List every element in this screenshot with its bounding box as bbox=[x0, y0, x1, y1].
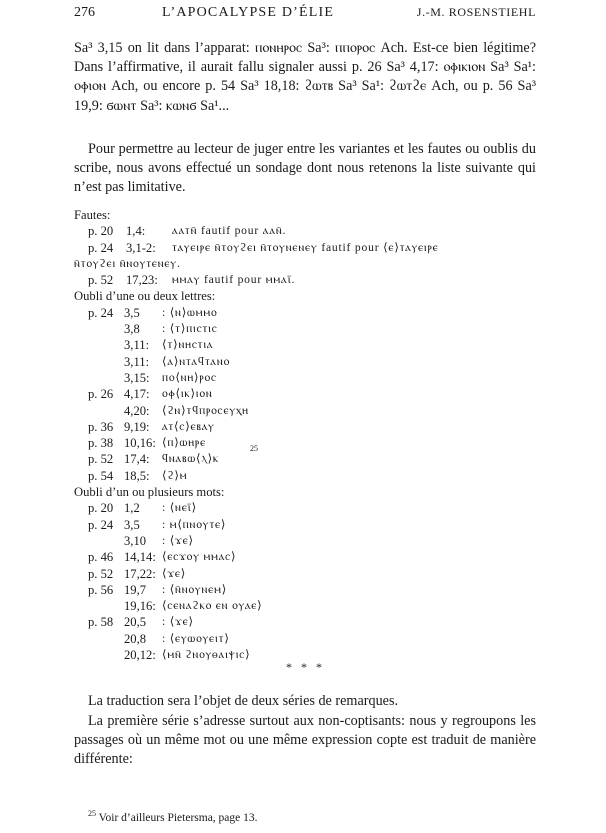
list-item bbox=[74, 631, 536, 647]
item-coptic-text: ⟨ⲥⲉⲛⲁϩⲕⲟ ⲉⲛ ⲟⲩⲁⲉ⟩ bbox=[162, 599, 263, 613]
item-reference: 20,12: bbox=[124, 648, 156, 663]
item-reference: 17,4: bbox=[124, 452, 150, 467]
item-coptic-text: ⟨ⲧ⟩ⲛⲏⲥⲧⲓⲁ bbox=[162, 338, 214, 352]
category-label: Oubli d’un ou plusieurs mots: bbox=[74, 485, 225, 500]
item-coptic-text: : ⟨ⲧ⟩ⲡⲓⲥⲧⲓⲥ bbox=[162, 322, 218, 336]
list-item-continuation bbox=[74, 256, 536, 272]
item-reference: 20,8 bbox=[124, 631, 147, 646]
item-reference: 1,4: bbox=[126, 224, 146, 239]
variant-list bbox=[74, 207, 536, 663]
item-coptic-text: ⟨ⲡ⟩ⲱⲏⲣⲉ bbox=[162, 436, 207, 450]
item-page: p. 52 bbox=[88, 566, 114, 581]
list-item bbox=[74, 533, 536, 549]
item-page: p. 52 bbox=[88, 273, 114, 288]
item-reference: 4,17: bbox=[124, 387, 150, 402]
item-page: p. 56 bbox=[88, 582, 114, 597]
list-item bbox=[74, 305, 536, 321]
item-page: p. 24 bbox=[88, 240, 114, 255]
category-label: Oubli d’une ou deux lettres: bbox=[74, 289, 216, 304]
running-header bbox=[74, 5, 536, 23]
item-coptic-text: ⲁⲧ⟨ⲥ⟩ⲉⲃⲁⲩ bbox=[162, 419, 215, 433]
item-page: p. 46 bbox=[88, 550, 114, 565]
section-separator: * * * bbox=[286, 660, 325, 674]
item-coptic-text: ⟨ϩ⟩ⲙ bbox=[162, 468, 188, 482]
list-item bbox=[74, 614, 536, 630]
item-page: p. 24 bbox=[88, 305, 114, 320]
item-coptic-text: ϥⲛⲁⲃⲱ⟨ⲗ⟩ⲕ bbox=[162, 452, 219, 466]
item-coptic-text: ⟨ⲙⲛ̄ ϩⲛⲟⲩⲑⲁⲓⲯⲓⲥ⟩ bbox=[162, 648, 251, 662]
item-page: p. 52 bbox=[88, 452, 114, 467]
item-reference: 3,1-2: bbox=[126, 240, 156, 255]
item-coptic-text: : ⟨ⲛⲉϊ⟩ bbox=[162, 501, 197, 515]
running-title: L’APOCALYPSE D’ÉLIE bbox=[162, 5, 335, 20]
item-reference: 17,23: bbox=[126, 273, 158, 288]
item-reference: 19,16: bbox=[124, 599, 156, 614]
footnote-number: 25 bbox=[88, 809, 96, 819]
item-reference: 3,10 bbox=[124, 533, 147, 548]
list-category-heading bbox=[74, 207, 536, 223]
item-reference: 14,14: bbox=[124, 550, 156, 565]
paragraph-apparatus: Sa³ 3,15 on lit dans l’apparat: ⲡⲟⲛⲏⲣⲟⲥ Sa³: ⲡⲡⲟⲣⲟⲥ Ach. Est-ce bien légitime? Dans l’affirmative, il aurait fallu signaler aussi p. 26 Sa³ 4,17: ⲟⲫⲓⲕⲓⲟⲛ Sa³ Sa¹: ⲟⲫⲓⲟⲛ Ach, ou encore p. 54 Sa³ 18,18: ϩⲱⲧⲃ Sa³ Sa¹: ϩⲱⲧϩⲉ Ach, ou p. 56 Sa³ 19,9: ϭⲱⲛⲧ Sa³: ⲕⲱⲛϭ Sa¹... bbox=[74, 40, 536, 114]
item-reference: 10,16: bbox=[124, 436, 156, 451]
footnote-text: Voir d’ailleurs Pietersma, page 13. bbox=[98, 812, 258, 824]
paragraph-sondage: Pour permettre au lecteur de juger entre les variantes et les fautes ou oublis du scribe, nous avons effectué un sondage dont nous retenons la liste suivante qui n’est pas limitative. bbox=[74, 141, 536, 196]
list-item bbox=[74, 272, 536, 288]
item-page: p. 20 bbox=[88, 501, 114, 516]
item-page: p. 58 bbox=[88, 615, 114, 630]
running-author: J.-M. ROSENSTIEHL bbox=[416, 5, 536, 19]
item-coptic-text: ⲁⲁⲧⲛ̄ fautif pour ⲁⲁⲛ̄. bbox=[172, 224, 287, 238]
item-coptic-text: ⲟⲫ⟨ⲓⲕ⟩ⲓⲟⲛ bbox=[162, 387, 213, 401]
list-category-heading bbox=[74, 288, 536, 304]
item-page: p. 54 bbox=[88, 468, 114, 483]
list-item bbox=[74, 566, 536, 582]
list-item bbox=[74, 517, 536, 533]
list-item bbox=[74, 582, 536, 598]
footnote bbox=[88, 809, 258, 824]
list-item bbox=[74, 321, 536, 337]
item-coptic-text: : ⟨ϫⲉ⟩ bbox=[162, 615, 194, 629]
page-number: 276 bbox=[74, 5, 95, 20]
item-coptic-text: ⲧⲁⲩⲉⲓⲣⲉ ⲛ̄ⲧⲟⲩϩⲉⲓ ⲛ̄ⲧⲟⲩⲛⲉⲛⲉⲩ fautif pour ⟨ⲉ⟩ⲧⲁⲩⲉⲓⲣⲉ bbox=[172, 240, 439, 254]
item-page: p. 36 bbox=[88, 419, 114, 434]
item-coptic-text: : ⟨ⲛ̄ⲛⲟⲩⲛⲉⲙ⟩ bbox=[162, 582, 228, 596]
item-page: p. 26 bbox=[88, 387, 114, 402]
list-item bbox=[74, 500, 536, 516]
item-reference: 19,7 bbox=[124, 582, 147, 597]
item-reference: 20,5 bbox=[124, 615, 147, 630]
item-reference: 18,5: bbox=[124, 468, 150, 483]
item-reference: 1,2 bbox=[124, 501, 140, 516]
category-label: Fautes: bbox=[74, 208, 111, 222]
paragraph-traduction: La traduction sera l’objet de deux séries de remarques. bbox=[88, 693, 399, 709]
item-reference: 3,5 bbox=[124, 517, 140, 532]
item-coptic-text: ⟨ϩⲛ⟩ⲧϥⲡⲣⲟⲥⲉⲩⲭⲏ bbox=[162, 403, 249, 417]
item-page: p. 38 bbox=[88, 436, 114, 451]
item-page: p. 24 bbox=[88, 517, 114, 532]
item-coptic-continuation: ⲛ̄ⲧⲟⲩϩⲉⲓ ⲛ̄ⲛⲟⲩⲧⲉⲛⲉⲩ. bbox=[74, 256, 181, 270]
item-coptic-text: ⲙⲙⲁⲩ fautif pour ⲙⲙⲁϊ. bbox=[172, 273, 296, 287]
item-reference: 3,8 bbox=[124, 322, 140, 337]
list-item bbox=[74, 468, 536, 484]
list-category-heading bbox=[74, 484, 536, 500]
item-reference: 4,20: bbox=[124, 403, 150, 418]
item-coptic-text: ⟨ϫⲉ⟩ bbox=[162, 566, 187, 580]
list-item bbox=[74, 403, 536, 419]
item-reference: 3,5 bbox=[124, 305, 140, 320]
item-coptic-text: : ⟨ϫⲉ⟩ bbox=[162, 533, 194, 547]
item-coptic-text: : ⟨ⲛ⟩ⲱⲙⲙⲟ bbox=[162, 305, 218, 319]
paragraph-premiere-serie: La première série s’adresse surtout aux non-coptisants: nous y regroupons les passages où un même mot ou une même expression copte est traduit de manière différente: bbox=[74, 713, 536, 768]
list-item bbox=[74, 419, 536, 435]
list-item bbox=[74, 549, 536, 565]
item-page: p. 20 bbox=[88, 224, 114, 239]
item-reference: 9,19: bbox=[124, 419, 150, 434]
list-item bbox=[74, 223, 536, 239]
list-item bbox=[74, 337, 536, 353]
item-reference: 3,11: bbox=[124, 338, 150, 353]
item-reference: 3,11: bbox=[124, 354, 150, 369]
list-item bbox=[74, 240, 536, 256]
list-item bbox=[74, 435, 536, 451]
list-item bbox=[74, 598, 536, 614]
list-item bbox=[74, 354, 536, 370]
item-reference: 3,15: bbox=[124, 370, 150, 385]
list-item bbox=[74, 386, 536, 402]
item-reference: 17,22: bbox=[124, 566, 156, 581]
item-coptic-text: ⟨ⲁ⟩ⲛⲧⲁϥⲧⲁⲛⲟ bbox=[162, 354, 231, 368]
list-item: p. 52 17,4: ϥⲛⲁⲃⲱ⟨ⲗ⟩ⲕ 25 bbox=[88, 444, 258, 467]
item-coptic-text: : ⲙ⟨ⲡⲛⲟⲩⲧⲉ⟩ bbox=[162, 517, 227, 531]
item-coptic-text: : ⟨ⲉⲩⲱⲟⲩⲉⲓⲧ⟩ bbox=[162, 631, 230, 645]
list-item bbox=[74, 370, 536, 386]
item-coptic-text: ⟨ⲉⲥϫⲟⲩ ⲙⲙⲁⲥ⟩ bbox=[162, 550, 237, 564]
item-coptic-text: ⲡⲟ⟨ⲛⲏ⟩ⲣⲟⲥ bbox=[162, 370, 217, 384]
